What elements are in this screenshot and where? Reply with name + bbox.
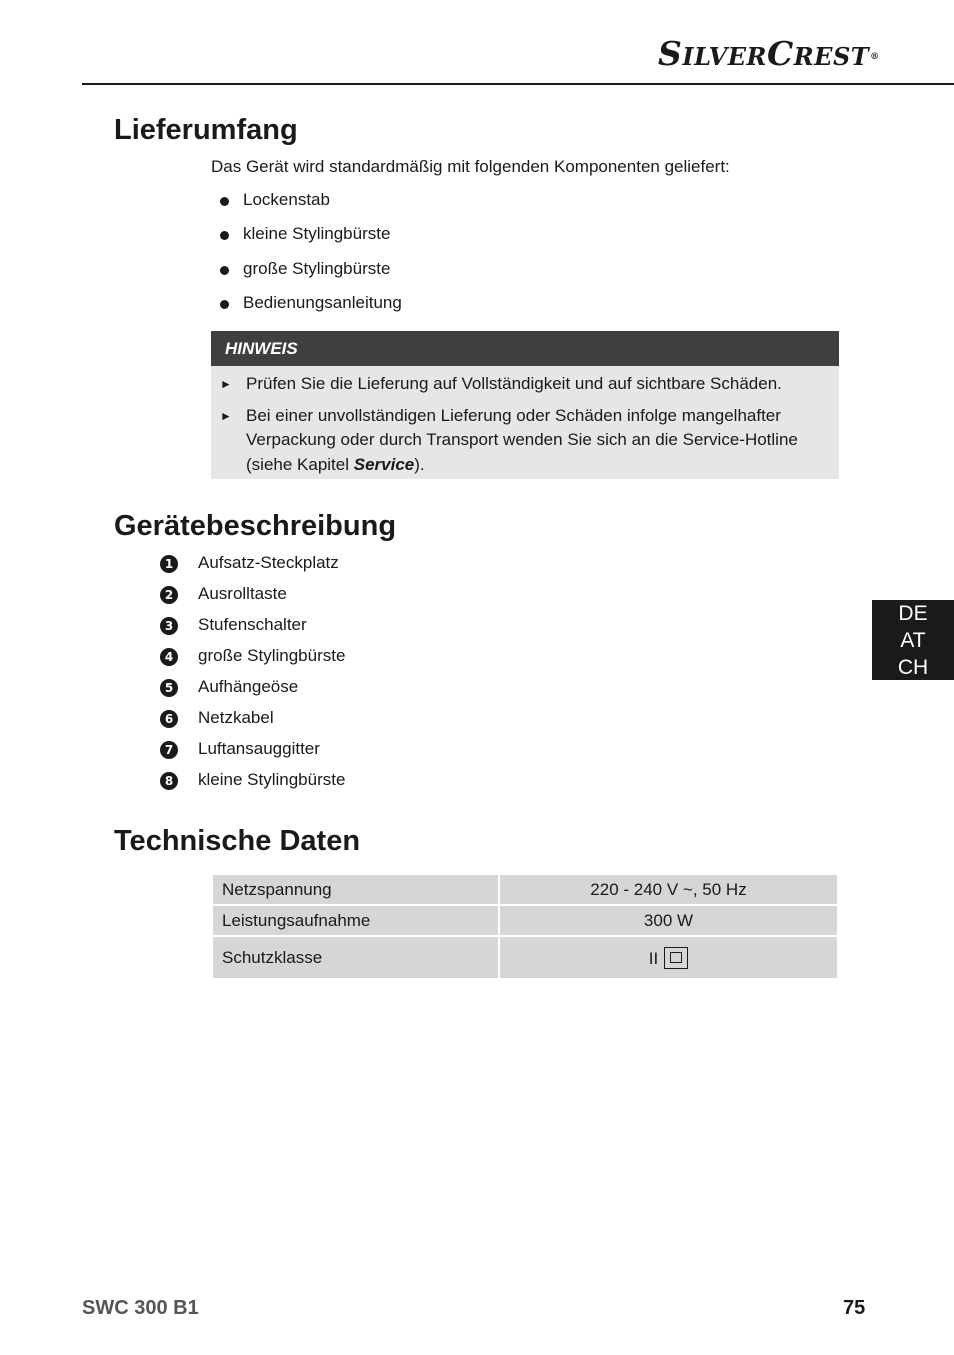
list-item: große Stylingbürste <box>211 259 402 293</box>
note-box <box>211 331 839 479</box>
list-item: 2 Ausrolltaste <box>160 584 345 615</box>
footer-model: SWC 300 B1 <box>82 1297 199 1319</box>
heading-geraetebeschreibung: Gerätebeschreibung <box>114 510 397 542</box>
heading-technische-daten: Technische Daten <box>114 825 361 857</box>
lieferumfang-intro: Das Gerät wird standardmäßig mit folgenden Komponenten geliefert: <box>211 157 730 176</box>
spec-label: Netzspannung <box>212 874 499 905</box>
list-item: 4 große Stylingbürste <box>160 646 345 677</box>
arrow-right-icon: ► <box>220 377 232 391</box>
number-badge-icon: 2 <box>160 586 178 604</box>
spec-value: 220 - 240 V ~, 50 Hz <box>499 874 838 905</box>
service-reference: Service <box>353 454 415 474</box>
bullet-icon <box>220 231 229 240</box>
language-tab <box>872 600 954 680</box>
number-badge-icon: 1 <box>160 555 178 573</box>
list-item: 5 Aufhängeöse <box>160 677 345 708</box>
list-item: 8 kleine Stylingbürste <box>160 770 345 801</box>
page-number: 75 <box>843 1297 866 1319</box>
number-badge-icon: 5 <box>160 679 178 697</box>
specs-table <box>211 873 839 980</box>
number-badge-icon: 7 <box>160 741 178 759</box>
note-item: ► Prüfen Sie die Lieferung auf Vollständigkeit und auf sichtbare Schäden. <box>211 372 839 397</box>
lieferumfang-list <box>211 190 402 327</box>
heading-lieferumfang: Lieferumfang <box>114 114 298 146</box>
brand-logo: SILVERCREST® <box>658 34 880 73</box>
protection-class-text: II <box>648 948 659 968</box>
bullet-icon <box>220 300 229 309</box>
spec-value <box>499 936 838 979</box>
number-badge-icon: 4 <box>160 648 178 666</box>
double-insulation-icon <box>664 947 688 969</box>
list-item: kleine Stylingbürste <box>211 224 402 258</box>
spec-label: Leistungsaufnahme <box>212 905 499 936</box>
lang-de: DE <box>898 602 928 625</box>
note-item: ► Bei einer unvollständigen Lieferung oder Schäden infolge mangelhafter Verpackung oder durch Transport wenden Sie sich an die Service-Hotline (siehe Kapitel Service). <box>220 405 798 474</box>
parts-list <box>160 553 345 801</box>
arrow-right-icon: ► <box>220 408 232 423</box>
list-item: Lockenstab <box>211 190 402 224</box>
header-rule <box>82 83 954 85</box>
lang-ch: CH <box>897 656 929 679</box>
table-row <box>212 905 838 936</box>
number-badge-icon: 8 <box>160 772 178 790</box>
table-row <box>212 874 838 905</box>
lang-at: AT <box>900 629 926 652</box>
table-row <box>212 936 838 979</box>
list-item: 1 Aufsatz-Steckplatz <box>160 553 345 584</box>
spec-label: Schutzklasse <box>212 936 499 979</box>
number-badge-icon: 6 <box>160 710 178 728</box>
list-item: 3 Stufenschalter <box>160 615 345 646</box>
list-item: 6 Netzkabel <box>160 708 345 739</box>
note-heading: HINWEIS <box>211 331 839 366</box>
list-item: 7 Luftansauggitter <box>160 739 345 770</box>
number-badge-icon: 3 <box>160 617 178 635</box>
bullet-icon <box>220 197 229 206</box>
bullet-icon <box>220 266 229 275</box>
spec-value: 300 W <box>499 905 838 936</box>
list-item: Bedienungsanleitung <box>211 293 402 327</box>
